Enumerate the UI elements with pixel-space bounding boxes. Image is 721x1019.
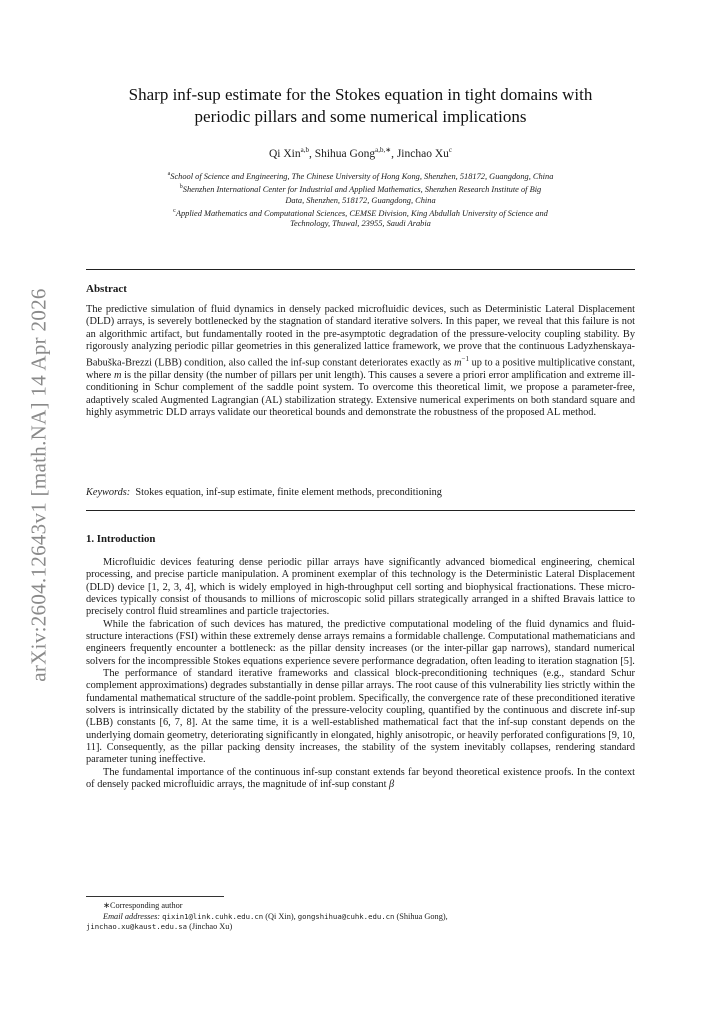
author-affiliation-mark: a,b,∗ (375, 146, 392, 154)
affiliation-text: School of Science and Engineering, The Chinese University of Hong Kong, Shenzhen, 518172, Guangdong, China (170, 171, 554, 181)
footnote-emails (86, 912, 635, 923)
math-beta: β (389, 778, 395, 790)
abstract-top-rule (86, 269, 635, 270)
section-heading-introduction: 1. Introduction (86, 533, 156, 545)
affiliation-line (86, 206, 635, 219)
footnotes (86, 901, 635, 933)
math-exponent: −1 (461, 355, 469, 364)
title-line: periodic pillars and some numerical implications (194, 107, 527, 126)
author-name: Jinchao Xu (396, 147, 449, 160)
affiliation-line (86, 169, 635, 182)
body-text: The fundamental importance of the continuous inf-sup constant extends far beyond theoretical existence proofs. In the context of densely packed microfluidic arrays, the magnitude of inf-sup constant (86, 766, 635, 790)
body-paragraph: While the fabrication of such devices has matured, the predictive computational modeling of the fluid dynamics and fluid-structure interactions (FSI) within these extremely dense arrays remains a formidable challenge. Computational mathematicians and engineers frequently encounter a bottleneck: as the pillar density increases (or the inter-pillar gap narrows), standard numerical solvers for the incompressible Stokes equations experience severe performance degradation, often leading to iteration stagnation [5]. (86, 618, 635, 667)
author-affiliation-mark: a,b (300, 146, 309, 154)
affiliation-mark: b (179, 183, 183, 190)
abstract-text: The predictive simulation of fluid dynamics in densely packed microfluidic devices, such as Deterministic Lateral Displacement (DLD) arrays, is severely bottlenecked by the stagnation of standard iterative solvers. In this paper, we reveal that this failure is not an algorithmic artifact, but fundamentally rooted in the pre-asymptotic degradation of the pressure-velocity coupling stability. By rigorously analyzing periodic pillar geometries in this generalized lattice framework, we prove that the continuous Ladyzhenskaya-Babuška-Brezzi (LBB) condition, also called the inf-sup constant deteriorates exactly as (86, 304, 635, 369)
affiliation-line (86, 182, 635, 195)
author-name: Qi Xin (268, 147, 301, 160)
email-owner: (Jinchao Xu) (189, 922, 233, 931)
email-link[interactable]: jinchao.xu@kaust.edu.sa (86, 922, 188, 931)
body-paragraph: The performance of standard iterative frameworks and classical block-preconditioning techniques (e.g., standard Schur complement approximations) degrades substantially in dense pillar arrays. The root cause of this vulnerability lies strictly within the fundamental mathematical structure of the saddle-point problem. Specifically, the convergence rate of these preconditioned iterative solvers is intrinsically dictated by the stability of the pressure-velocity coupling, quantified by the continuous and discrete inf-sup (LBB) constants [6, 7, 8]. At the same time, it is a well-established mathematical fact that the inf-sup constant depends on the underlying domain geometry, deteriorating significantly in elongated, highly anisotropic, or heavily perforated configurations [9, 10, 11]. Consequently, as the pillar packing density increases, the stability of the system inevitably collapses, rendering standard parameter tuning ineffective. (86, 667, 635, 766)
title-line: Sharp inf-sup estimate for the Stokes equation in tight domains with (128, 85, 593, 104)
author-affiliation-mark: c (448, 146, 452, 154)
affiliation-line (86, 218, 635, 229)
arxiv-identifier-stamp[interactable] (22, 285, 56, 685)
abstract-text: is the pillar density (the number of pillars per unit length). This causes a severe a priori error amplification and extreme ill-conditioning in Schur complement of the saddle point system. To overcome this theoretical limit, we propose a parameter-free, adaptively scaled Augmented Lagrangian (AL) stabilization strategy. Extensive numerical experiments on both standard square and highly asymmetric DLD arrays validate our theoretical bounds and demonstrate the robustness of the proposed AL method. (86, 370, 635, 419)
author-separator: , (308, 147, 315, 160)
author-name: Shihua Gong (314, 147, 376, 160)
email-label: Email addresses: (103, 911, 161, 921)
paper-title (86, 84, 635, 128)
email-owner: (Qi Xin), (265, 911, 296, 921)
author-list (86, 146, 635, 160)
introduction-body (86, 557, 635, 791)
body-paragraph (86, 767, 635, 792)
affiliation-text: Applied Mathematics and Computational Sciences, CEMSE Division, King Abdullah University of Science and (175, 208, 548, 218)
arxiv-identifier-text: arXiv:2604.12643v1 [math.NA] 14 Apr 2026 (26, 288, 51, 682)
affiliation-mark: c (173, 207, 176, 214)
abstract-body (86, 304, 635, 419)
affiliation-text: Technology, Thuwal, 23955, Saudi Arabia (290, 219, 431, 229)
abstract-paragraph (86, 304, 635, 419)
affiliation-line (86, 195, 635, 206)
keywords-text: Stokes equation, inf-sup estimate, finite element methods, preconditioning (135, 487, 442, 498)
abstract-text: up to a positive multiplicative constant, where (86, 357, 635, 382)
email-link[interactable]: gongshihua@cuhk.edu.cn (297, 911, 395, 921)
affiliation-text: Shenzhen International Center for Industrial and Applied Mathematics, Shenzhen Research Institute of Big (182, 184, 542, 194)
footnote-emails-cont (86, 922, 635, 933)
math-m: m (113, 370, 122, 382)
affiliation-mark: a (167, 171, 171, 177)
abstract-heading: Abstract (86, 283, 127, 295)
body-paragraph: Microfluidic devices featuring dense periodic pillar arrays have significantly advanced biomedical engineering, chemical processing, and precise particle manipulation. A prominent exemplar of this technology is the Deterministic Lateral Displacement (DLD) device [1, 2, 3, 4], which is widely employed in high-throughput cell sorting and biophysical fractionations. These micro-devices typically consist of thousands to millions of microscopic solid pillars strategically arranged in a shifted Bravais lattice to precisely control fluid streamlines and particle trajectories. (86, 557, 635, 618)
author-separator: , (391, 147, 397, 160)
keywords-label: Keywords: (86, 487, 131, 498)
keywords-line (86, 487, 442, 498)
abstract-bottom-rule (86, 510, 635, 511)
affiliation-list (86, 169, 635, 229)
affiliation-text: Data, Shenzhen, 518172, Guangdong, China (285, 195, 436, 205)
footnote-corresponding: ∗Corresponding author (103, 901, 183, 910)
email-link[interactable]: qixin1@link.cuhk.edu.cn (162, 911, 264, 921)
footnote-rule (86, 896, 224, 897)
email-owner: (Shihua Gong), (396, 911, 448, 921)
math-m: m (454, 357, 462, 369)
